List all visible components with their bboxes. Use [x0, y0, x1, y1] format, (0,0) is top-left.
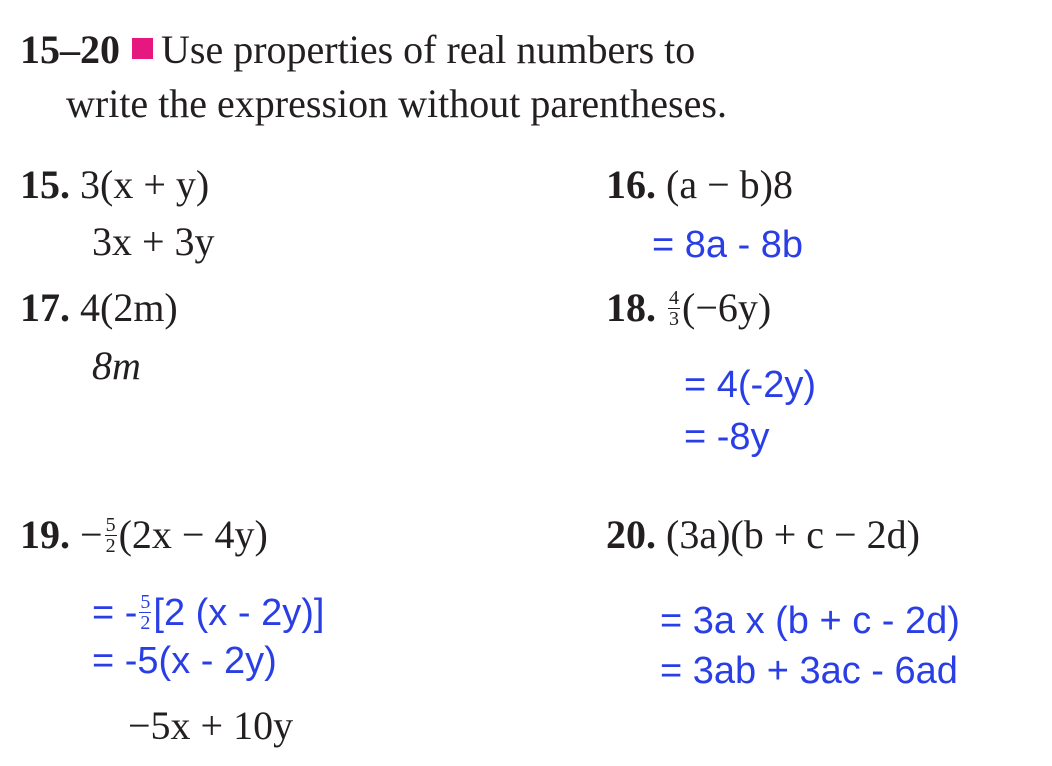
- problem-expression: (2x − 4y): [118, 512, 268, 557]
- handwritten-line: = 3a x (b + c - 2d): [660, 600, 960, 642]
- problem-expression: (−6y): [682, 285, 772, 330]
- handwritten-line: = -5(x - 2y): [92, 640, 277, 682]
- problem-number: 20.: [606, 512, 656, 557]
- problem-expression: (3a)(b + c − 2d): [666, 512, 920, 557]
- minus-sign: −: [80, 512, 103, 557]
- printed-answer: 8m: [92, 343, 141, 388]
- problem-expression: 4(2m): [80, 285, 178, 330]
- problem-20: [606, 512, 920, 557]
- problem-expression: (a − b)8: [666, 162, 793, 207]
- magenta-square-icon: [132, 38, 153, 59]
- fraction: $\frac{5}{2}$: [105, 514, 116, 557]
- instructions: [20, 27, 696, 72]
- fraction: $\frac{5}{2}$: [140, 591, 151, 634]
- problem-15: [20, 162, 210, 207]
- handwritten-line: = 4(-2y): [684, 364, 816, 406]
- problem-17: [20, 285, 178, 330]
- problem-range: 15–20: [20, 27, 120, 72]
- problem-number: 19.: [20, 512, 70, 557]
- instruction-line-2: write the expression without parentheses.: [66, 81, 727, 126]
- printed-answer: −5x + 10y: [128, 703, 294, 748]
- problem-expression: 3(x + y): [80, 162, 210, 207]
- fraction: $\frac{4}{3}$: [669, 287, 679, 330]
- problem-19: [20, 512, 268, 557]
- problem-number: 16.: [606, 162, 656, 207]
- printed-answer: 3x + 3y: [92, 219, 215, 264]
- handwritten-line: = -8y: [684, 416, 770, 458]
- problem-number: 17.: [20, 285, 70, 330]
- problem-16: [606, 162, 793, 207]
- handwritten-line: = 3ab + 3ac - 6ad: [660, 650, 958, 692]
- problem-18: [606, 285, 772, 330]
- handwritten-line: = - $\frac{5}{2}$ [2 (x - 2y)]: [92, 591, 325, 634]
- problem-number: 15.: [20, 162, 70, 207]
- handwritten-line: = 8a - 8b: [652, 224, 804, 266]
- problem-number: 18.: [606, 285, 656, 330]
- instruction-line-1: Use properties of real numbers to: [161, 27, 696, 72]
